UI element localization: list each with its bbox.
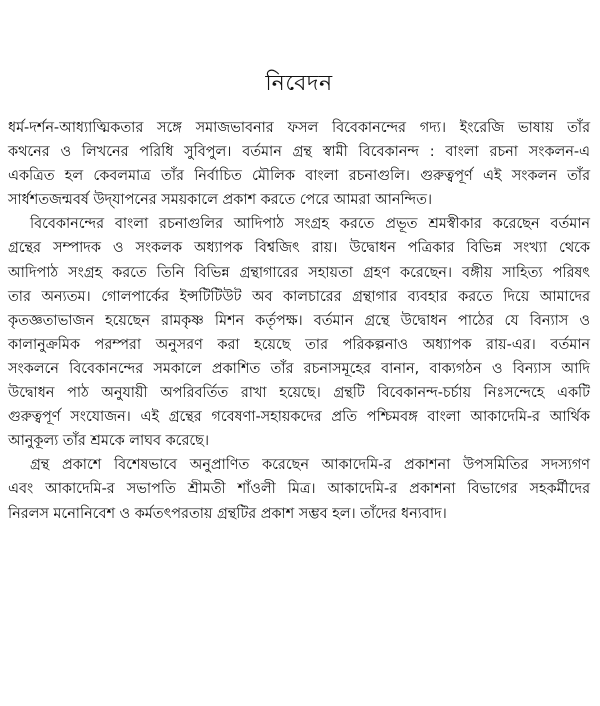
text-line: গ্রন্থ প্রকাশে বিশেষভাবে অনুপ্রাণিত করেছেন আকাদেমি-র প্রকাশনা উপসমিতির সদস্যগণ [30, 457, 590, 474]
text-line: কথনের ও লিখনের পরিধি সুবিপুল। বর্তমান গ্রন্থ স্বামী বিবেকানন্দ : বাংলা রচনা সংকলন-এ [8, 144, 590, 161]
text-line: আদিপাঠ সংগ্রহ করতে তিনি বিভিন্ন গ্রন্থাগারের সহায়তা গ্রহণ করেছেন। বঙ্গীয় সাহিত্য পরিষৎ [8, 264, 590, 281]
text-line: আনুকূল্য তাঁর শ্রমকে লাঘব করেছে। [8, 433, 210, 450]
text-line: নিরলস মনোনিবেশ ও কর্মতৎপরতায় গ্রন্থটির প্রকাশ সম্ভব হল। তাঁদের ধন্যবাদ। [8, 505, 447, 522]
body-text [8, 116, 590, 526]
text-line: কালানুক্রমিক পরম্পরা অনুসরণ করা হয়েছে তার পরিকল্পনাও অধ্যাপক রায়-এর। বর্তমান [8, 336, 590, 353]
text-line: বিবেকানন্দের বাংলা রচনাগুলির আদিপাঠ সংগ্রহ করতে প্রভূত শ্রমস্বীকার করেছেন বর্তমান [30, 216, 590, 233]
text-line: কৃতজ্ঞতাভাজন হয়েছেন রামকৃষ্ণ মিশন কর্তৃপক্ষ। বর্তমান গ্রন্থে উদ্বোধন পাঠের যে বিন্যাস ও [8, 312, 590, 329]
paragraph-1 [8, 116, 590, 212]
text-line: সার্ধশতজন্মবর্ষ উদ্‌যাপনের সময়কালে প্রকাশ করতে পেরে আমরা আনন্দিত। [8, 192, 433, 209]
text-line: উদ্বোধন পাঠ অনুযায়ী অপরিবর্তিত রাখা হয়েছে। গ্রন্থটি বিবেকানন্দ-চর্চায় নিঃসন্দেহে একটি [8, 385, 590, 402]
text-line: একত্রিত হল কেবলমাত্র তাঁর নির্বাচিত মৌলিক বাংলা রচনাগুলি। গুরুত্বপূর্ণ এই সংকলন তাঁর [8, 168, 590, 185]
text-line: তার অন্যতম। গোলপার্কের ইন্সটিটিউট অব কালচারের গ্রন্থাগার ব্যবহার করতে দিয়ে আমাদের [8, 288, 590, 305]
text-line: গ্রন্থের সম্পাদক ও সংকলক অধ্যাপক বিশ্বজিৎ রায়। উদ্বোধন পত্রিকার বিভিন্ন সংখ্যা থেকে [8, 240, 590, 257]
text-line: এবং আকাদেমি-র সভাপতি শ্রীমতী শাঁওলী মিত্র। আকাদেমি-র প্রকাশনা বিভাগের সহকর্মীদের [8, 481, 590, 498]
text-line: গুরুত্বপূর্ণ সংযোজন। এই গ্রন্থের গবেষণা-সহায়কদের প্রতি পশ্চিমবঙ্গ বাংলা আকাদেমি-র আর্থিক [8, 409, 590, 426]
text-line: সংকলনে বিবেকানন্দের সমকালে প্রকাশিত তাঁর রচনাসমূহের বানান, বাক্যগঠন ও বিন্যাস আদি [8, 360, 590, 377]
paragraph-3 [8, 453, 590, 525]
page-title: নিবেদন [265, 71, 333, 96]
paragraph-2 [8, 212, 590, 453]
text-line: ধর্ম-দর্শন-আধ্যাত্মিকতার সঙ্গে সমাজভাবনার ফসল বিবেকানন্দের গদ্য। ইংরেজি ভাষায় তাঁর [8, 120, 590, 136]
